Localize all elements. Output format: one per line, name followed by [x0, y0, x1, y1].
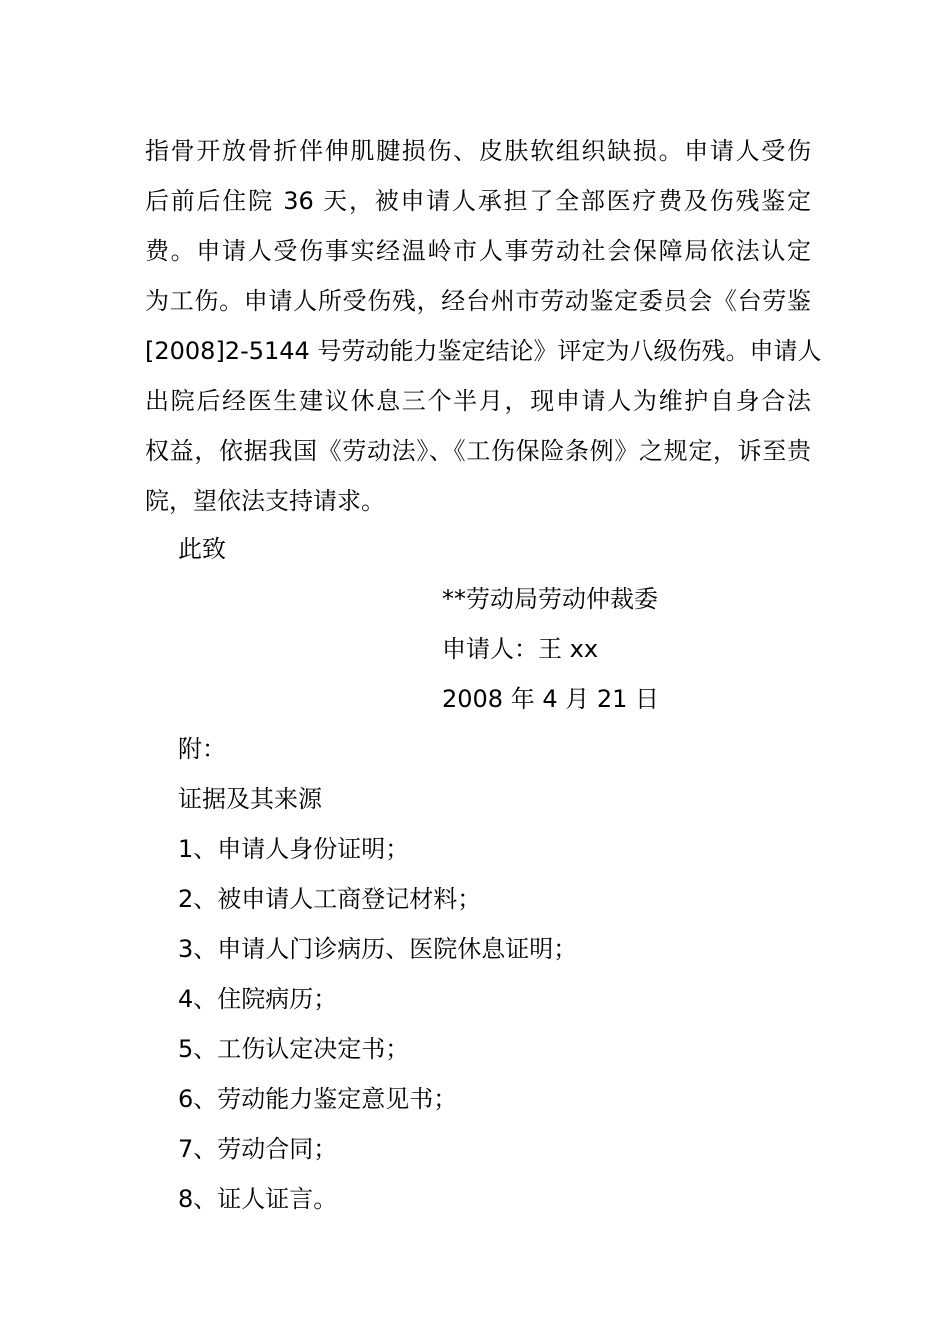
- evidence-item: 5、工伤认定决定书；: [178, 1035, 410, 1063]
- appendix-label: 附：: [178, 735, 226, 763]
- body-line: 费。申请人受伤事实经温岭市人事劳动社会保障局依法认定: [145, 237, 811, 265]
- body-line: 指骨开放骨折伴伸肌腱损伤、皮肤软组织缺损。申请人受伤: [145, 137, 811, 165]
- evidence-item: 3、申请人门诊病历、医院休息证明；: [178, 935, 578, 963]
- signature-date: 2008 年 4 月 21 日: [442, 685, 660, 713]
- evidence-item: 1、申请人身份证明；: [178, 835, 410, 863]
- evidence-heading: 证据及其来源: [178, 785, 322, 813]
- evidence-item: 7、劳动合同；: [178, 1135, 338, 1163]
- evidence-item: 6、劳动能力鉴定意见书；: [178, 1085, 458, 1113]
- signature-recipient: **劳动局劳动仲裁委: [442, 585, 658, 613]
- evidence-list: [178, 824, 577, 1224]
- body-line: [2008]2-5144 号劳动能力鉴定结论》评定为八级伤残。申请人: [145, 337, 822, 365]
- body-line: 出院后经医生建议休息三个半月，现申请人为维护自身合法: [145, 387, 811, 415]
- evidence-item: 4、住院病历；: [178, 985, 338, 1013]
- body-line: 后前后住院 36 天，被申请人承担了全部医疗费及伤残鉴定: [145, 187, 811, 215]
- body-line: 院，望依法支持请求。: [145, 487, 385, 515]
- evidence-item: 2、被申请人工商登记材料；: [178, 885, 482, 913]
- evidence-item: 8、证人证言。: [178, 1185, 338, 1213]
- salutation: 此致: [178, 535, 226, 563]
- body-paragraph: [145, 126, 822, 526]
- signature-applicant: 申请人：王 xx: [442, 635, 599, 663]
- body-line: 为工伤。申请人所受伤残，经台州市劳动鉴定委员会《台劳鉴: [145, 287, 811, 315]
- body-line: 权益，依据我国《劳动法》、《工伤保险条例》之规定，诉至贵: [145, 437, 811, 465]
